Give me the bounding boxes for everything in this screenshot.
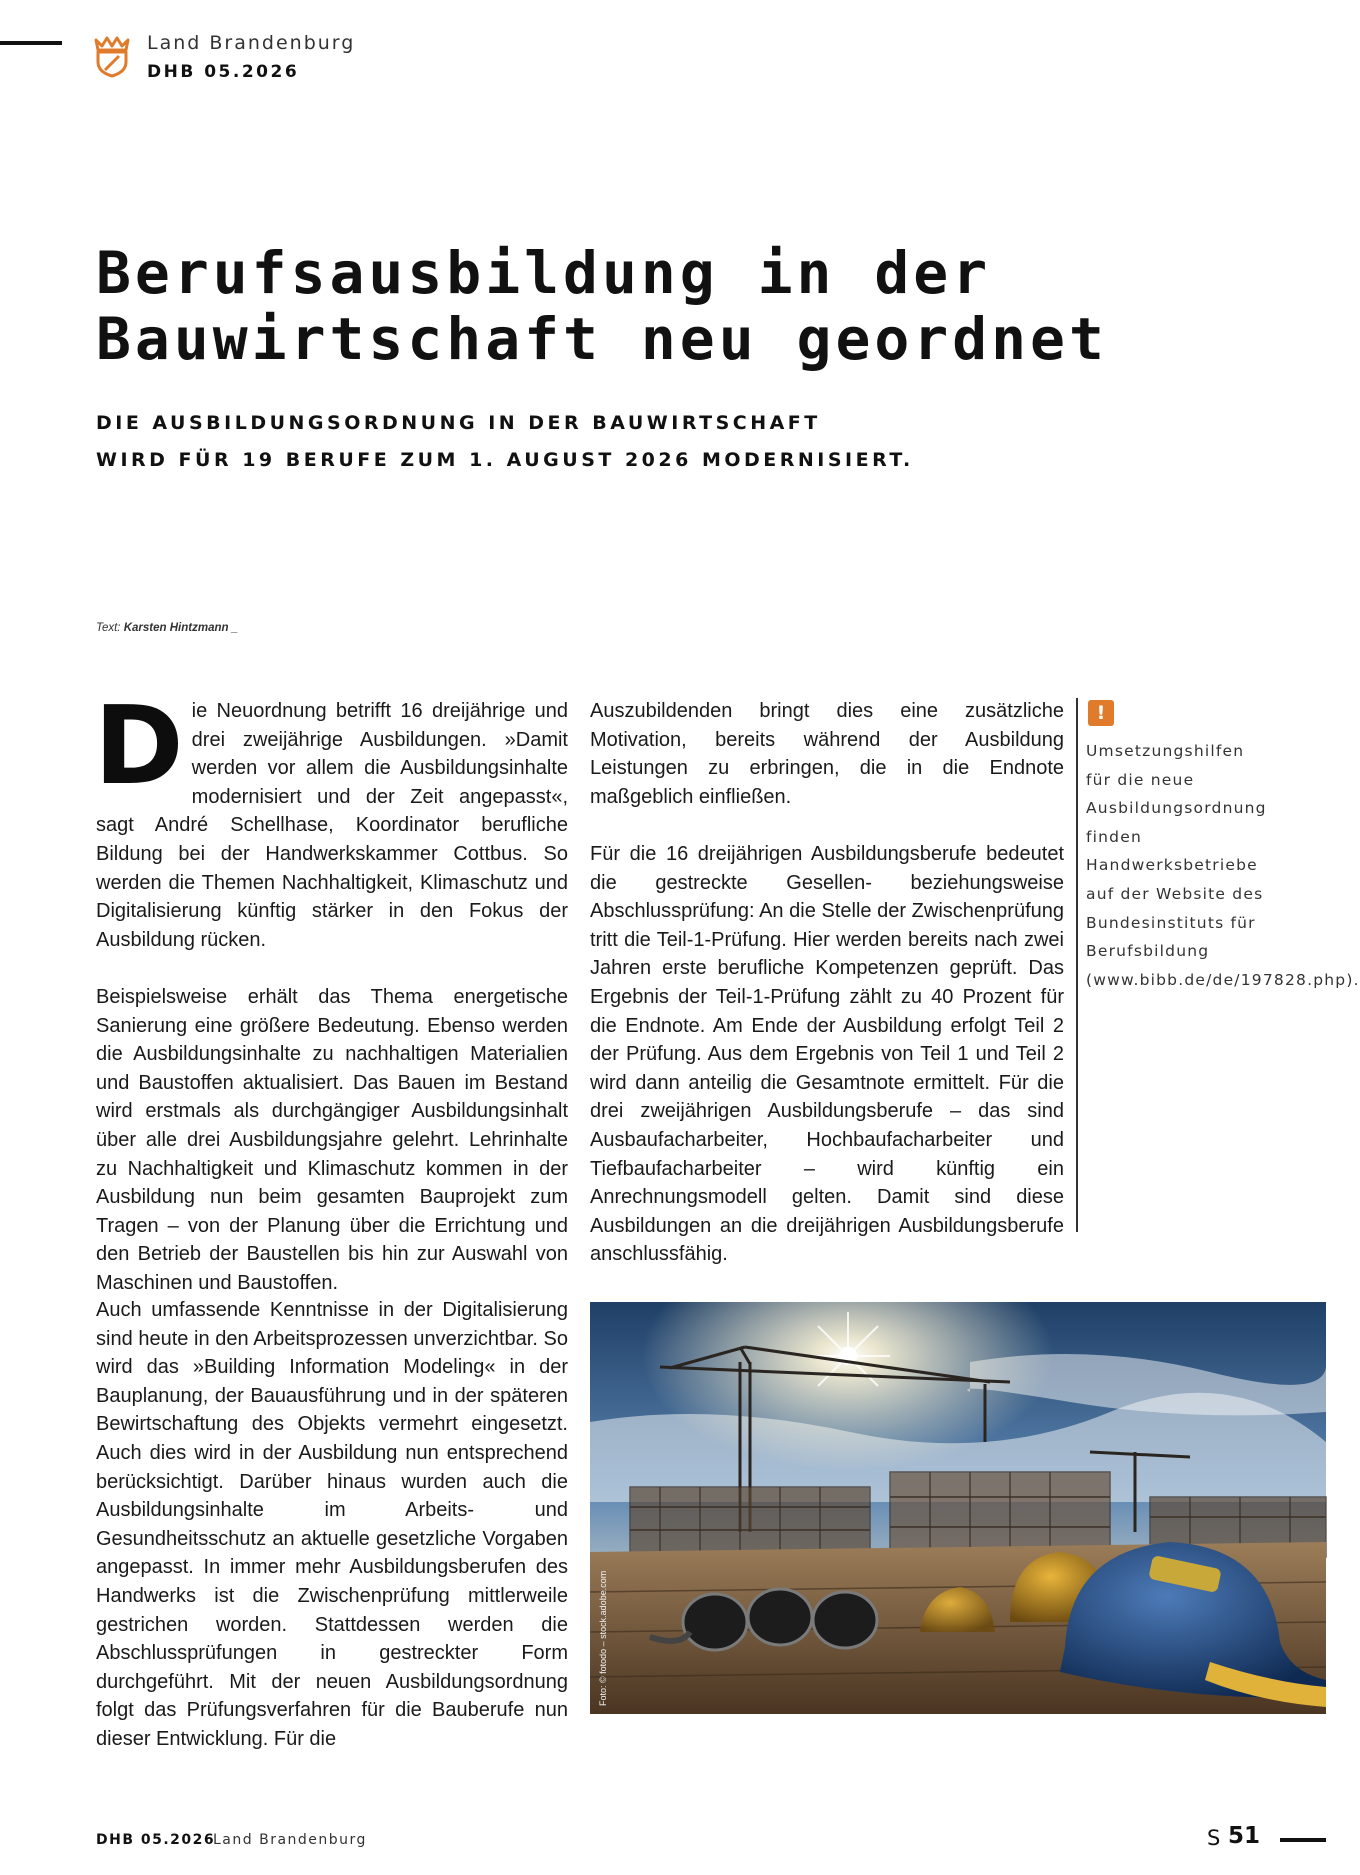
header-issue: DHB 05.2026: [147, 62, 300, 82]
article-title: [96, 240, 1216, 372]
page-prefix: S: [1207, 1826, 1221, 1850]
article-column-2: [590, 697, 1064, 1297]
byline: [96, 622, 238, 634]
header-region: Land Brandenburg: [147, 32, 356, 54]
crest-icon: [92, 34, 132, 78]
byline-suffix: _: [231, 622, 239, 634]
bottom-rule: [1280, 1838, 1326, 1842]
paragraph-5: Für die 16 dreijährigen Ausbildungsberufe bedeutet die gestreckte Gesellen- beziehungsweise Abschlussprüfung: An die Stelle der Zwischenprüfung tritt die Teil-1-Prüfung. Hier werden bereits nach zwei Jahren erste berufliche Kompetenzen geprüft. Das Ergebnis der Teil-1-Prüfung zählt zu 40 Prozent für die Endnote. Am Ende der Ausbildung erfolgt Teil 2 der Prüfung. Aus dem Ergebnis von Teil 1 und Teil 2 wird dann anteilig die Gesamtnote ermittelt. Für die drei zweijährigen Ausbildungsberufe – das sind Ausbaufacharbeiter, Hochbaufacharbeiter und Tiefbaufacharbeiter – wird künftig ein Anrechnungsmodell gelten. Damit sind diese Ausbildungen an die dreijährigen Ausbildungsberufe anschlussfähig.: [590, 842, 1064, 1266]
sidebar-note: Umsetzungshilfen für die neue Ausbildungsordnung finden Handwerksbetriebe auf der Website des Bundesinstituts für Berufsbildung (www.bibb.de/de/197828.php).: [1086, 742, 1360, 989]
byline-prefix: Text:: [96, 622, 121, 634]
exclamation-icon: !: [1088, 700, 1114, 726]
article-lead: [96, 405, 1096, 479]
footer-region: Land Brandenburg: [213, 1832, 367, 1848]
title-line-2: Bauwirtschaft neu geordnet: [96, 305, 1108, 373]
sidebar-rule: [1076, 698, 1078, 1232]
lead-line-2: WIRD FÜR 19 BERUFE ZUM 1. AUGUST 2026 MODERNISIERT.: [96, 449, 914, 471]
photo-credit: Foto: © fotodo – stock.adobe.com: [598, 1570, 608, 1706]
paragraph-3: Auch umfassende Kenntnisse in der Digitalisierung sind heute in den Arbeitsprozessen unverzichtbar. So wird das »Building Information Modeling« in der Bauplanung, der Bauausführung und in der späteren Bewirtschaftung des Objekts vermehrt eingesetzt. Auch dies wird in der Ausbildung nun entsprechend berücksichtigt. Darüber hinaus wurden auch die Ausbildungsinhalte im Arbeits- und Gesundheitsschutz an aktuelle gesetzliche Vorgaben angepasst. In immer mehr Ausbildungsberufen des Handwerks ist die Zwischenprüfung mittlerweile gestrichen worden. Stattdessen werden die Abschlussprüfungen in gestreckter Form durchgeführt. Mit der neuen Ausbildungsordnung folgt das Prüfungsverfahren für die Bauberufe nun dieser Entwicklung. Für die: [96, 1299, 568, 1750]
top-rule: [0, 41, 62, 45]
paragraph-4: Auszubildenden bringt dies eine zusätzliche Motivation, bereits während der Ausbildung Leistungen zu erbringen, die in die Endnote maßgeblich einfließen.: [590, 700, 1064, 808]
paragraph-1: [94, 684, 568, 954]
footer-issue: DHB 05.2026: [96, 1832, 216, 1848]
page-number: 51: [1228, 1823, 1261, 1849]
construction-site-photo: [590, 1302, 1326, 1714]
photo-illustration: [590, 1302, 1326, 1714]
lead-line-1: DIE AUSBILDUNGSORDNUNG IN DER BAUWIRTSCHAFT: [96, 412, 821, 434]
article-column-1: [94, 684, 568, 1326]
title-line-1: Berufsausbildung in der: [96, 239, 992, 307]
article-column-1-lower: [96, 1296, 568, 1782]
paragraph-1-text: ie Neuordnung betrifft 16 dreijährige und drei zweijährige Ausbildungen. »Damit werden vor allem die Ausbildungsinhalte modernisiert und der Zeit angepasst«, sagt André Schellhase, Koordinator berufliche Bildung bei der Handwerkskammer Cottbus. So werden die Themen Nachhaltigkeit, Klimaschutz und Digitalisierung künftig stärker in den Fokus der Ausbildung rücken.: [96, 700, 568, 951]
paragraph-2: Beispielsweise erhält das Thema energetische Sanierung eine größere Bedeutung. Ebenso werden die Ausbildungsinhalte zu nachhaltigen Materialien und Baustoffen aktualisiert. Das Bauen im Bestand wird erstmals als durchgängiger Ausbildungsinhalt über alle drei Ausbildungsjahre gelehrt. Lehrinhalte zu Nachhaltigkeit und Klimaschutz kommen in der Ausbildung nun beim gesamten Bauprojekt zum Tragen – von der Planung über die Errichtung und den Betrieb der Baustellen bis hin zur Auswahl von Maschinen und Baustoffen.: [96, 985, 568, 1294]
byline-author: Karsten Hintzmann: [123, 622, 229, 634]
drop-cap: D: [94, 684, 184, 809]
